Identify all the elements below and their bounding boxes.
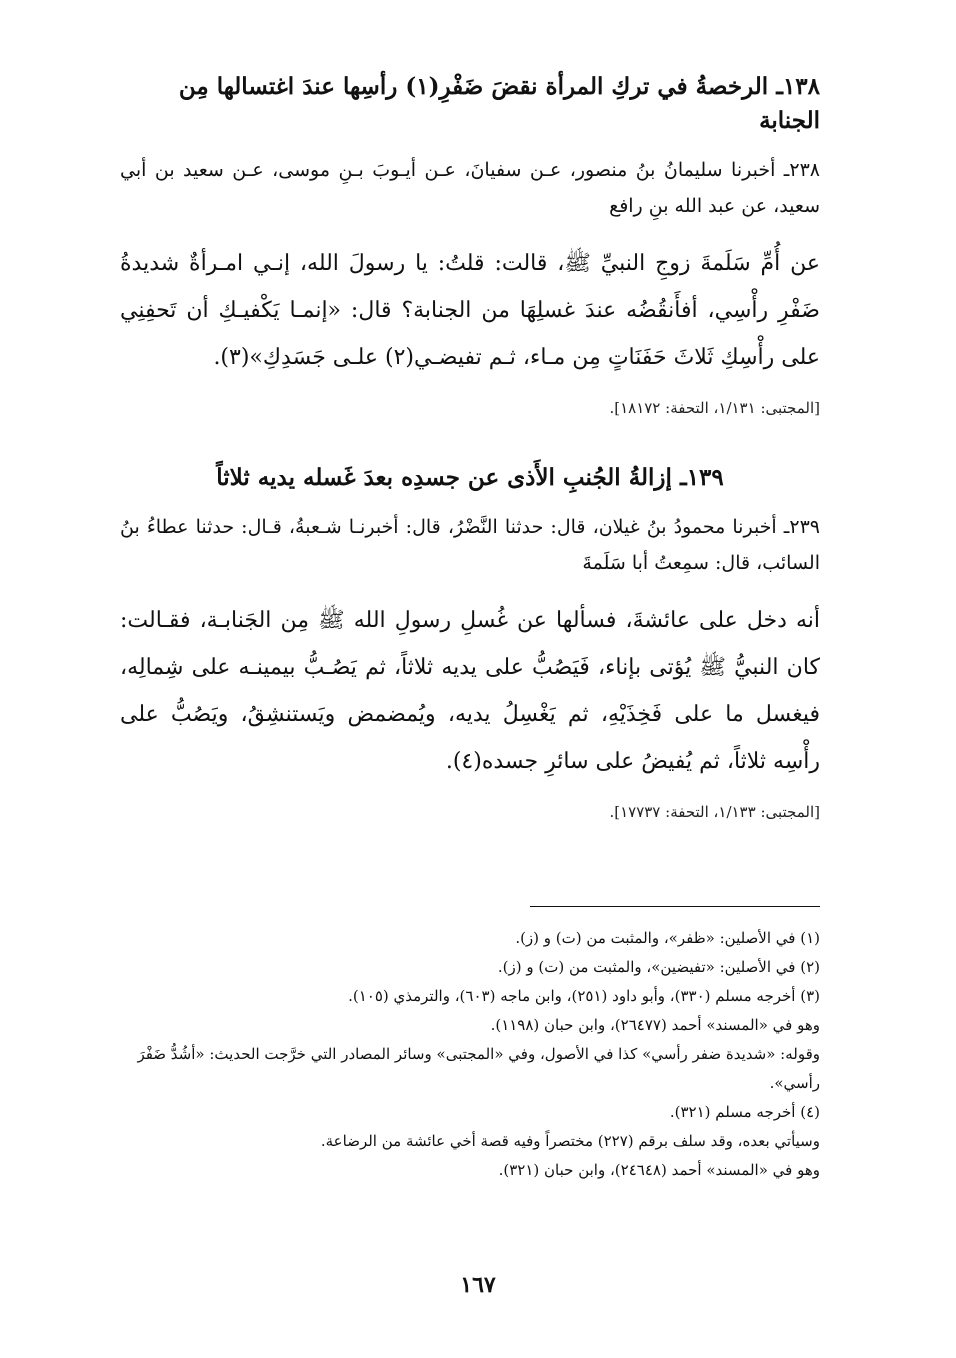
footnote-3-note: وقوله: «شديدة ضفر رأسي» كذا في الأصول، وفي «المجتبى» وسائر المصادر التي خرَّجت الحديث: «أشُدُّ ضَفْرَ رأسي».: [137, 1045, 820, 1092]
footnote-1: (١) في الأصلين: «ظفر»، والمثبت من (ت) و (ز).: [515, 929, 820, 947]
footnote-2: (٢) في الأصلين: «تفيضين»، والمثبت من (ت) و (ز).: [497, 958, 820, 976]
page-number: ١٦٧: [460, 1272, 496, 1298]
hadith-239-reference: [المجتبى: ١/١٣٣، التحفة: ١٧٧٣٧].: [609, 803, 820, 821]
hadith-238-matn: عن أُمِّ سَلَمةَ زوجِ النبيِّ ﷺ، قالت: قلتُ: يا رسولَ الله، إنـي امـرأةٌ شديدةُ ضَفْرِ رأْسِي، أفأَنقُضُه عندَ غسلِهَا من الجنابة؟ قال: «إنمـا يَكْفيـكِ أن تَحفِنِي على رأْسِكِ ثَلاثَ حَفَنَاتٍ مِن مـاء، ثـم تفيضـي(٢) علـى جَسَدِكِ»(٣).: [120, 251, 820, 370]
footnote-3-cont: وهو في «المسند» أحمد (٢٦٤٧٧)، وابن حبان (١١٩٨).: [490, 1016, 820, 1034]
hadith-238-reference: [المجتبى: ١/١٣١، التحفة: ١٨١٧٢].: [609, 399, 820, 417]
hadith-238-isnad: ٢٣٨ـ أخبرنا سليمانُ بنُ منصور، عـن سفيانَ، عـن أيـوبَ بـنِ موسى، عـن سعيد بن أبي سعيد، عن عبد الله بنِ رافع: [120, 159, 820, 217]
hadith-239-isnad: ٢٣٩ـ أخبرنا محمودُ بنُ غيلان، قال: حدثنا النَّضْرُ، قال: أخبرنـا شـعبةُ، قـال: حدثنا عطاءُ بنُ السائب، قال: سمِعتُ أبا سَلَمةَ: [120, 516, 820, 574]
footnote-divider: [530, 906, 820, 907]
footnote-4-cont: وسيأتي بعده، وقد سلف برقم (٢٢٧) مختصراً وفيه قصة أخي عائشة من الرضاعة.: [320, 1132, 820, 1150]
footnote-4: (٤) أخرجه مسلم (٣٢١).: [669, 1103, 820, 1121]
hadith-239-matn: أنه دخل على عائشةَ، فسألها عن غُسلِ رسولِ الله ﷺ مِن الجَنابـة، فقـالت: كان النبيُّ ﷺ يُؤتى بإناء، فَيَصُبُّ على يديه ثلاثاً، ثم يَصُـبُّ بيمينـه على شِمالِه، فيغسل ما على فَخِذَيْهِ، ثم يَغْسِلُ يديه، ويُمضمض ويَستنشِقُ، ويَصُبُّ على رأْسِه ثلاثاً، ثم يُفيضُ على سائرِ جسده(٤).: [120, 608, 820, 774]
footnote-3: (٣) أخرجه مسلم (٣٣٠)، وأبو داود (٢٥١)، وابن ماجه (٦٠٣)، والترمذي (١٠٥).: [348, 987, 820, 1005]
footnote-4-note: وهو في «المسند» أحمد (٢٤٦٤٨)، وابن حبان (٣٢١).: [498, 1161, 820, 1179]
footnotes: [120, 924, 820, 1185]
page-body: [120, 70, 820, 825]
section-139-heading: ١٣٩ـ إزالةُ الجُنبِ الأَذى عن جسدِه بعدَ غَسله يديه ثلاثاً: [216, 464, 724, 491]
section-138-heading: ١٣٨ـ الرخصةُ في تركِ المرأة نقضَ ضَفْرِ(١) رأسِها عندَ اغتسالها مِن الجنابة: [178, 73, 820, 134]
